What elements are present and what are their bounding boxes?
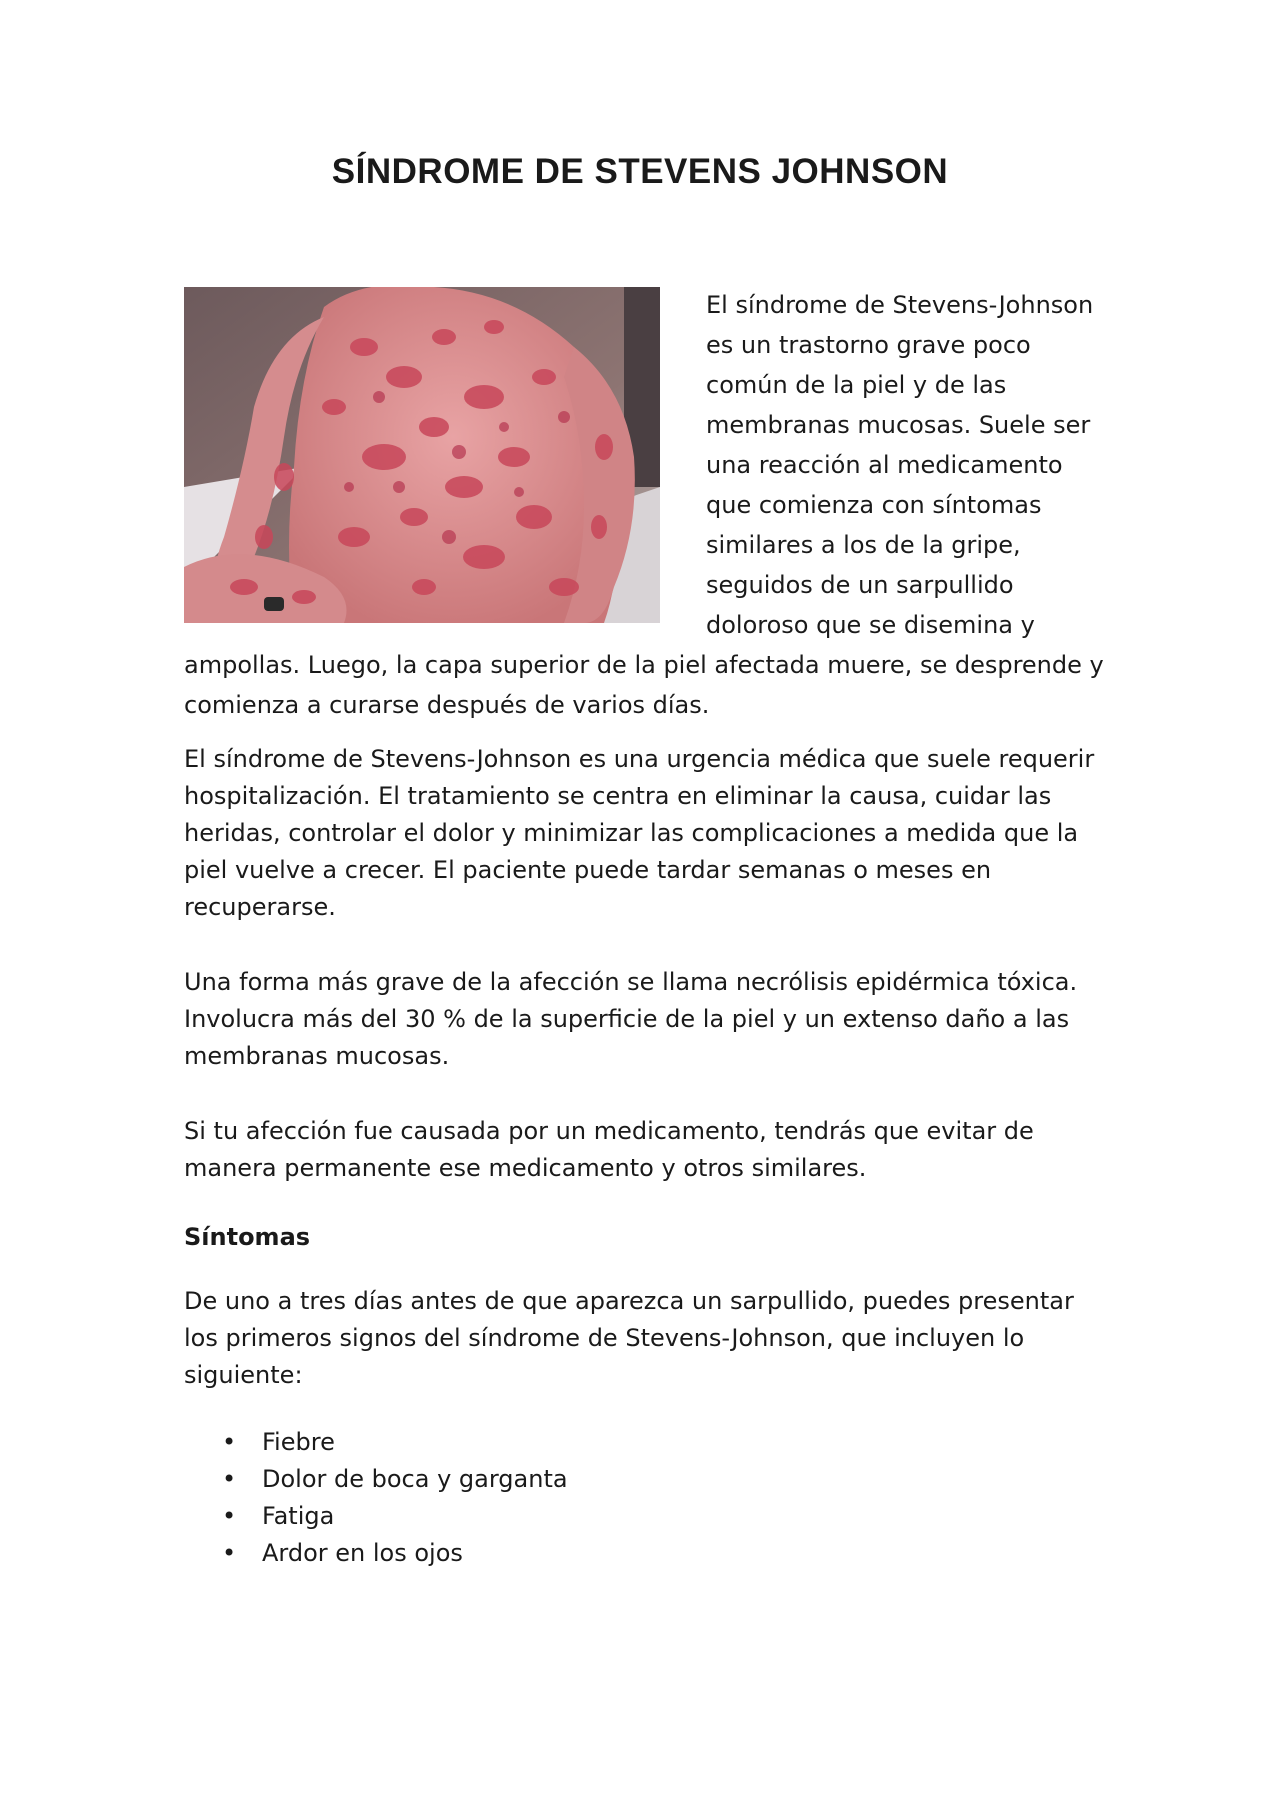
- list-item: [184, 1424, 1104, 1461]
- paragraph-medication-text: Si tu afección fue causada por un medicamento, tendrás que evitar de manera permanente ese medicamento y otros similares.: [184, 1117, 1034, 1182]
- paragraph-urgency: [184, 741, 1104, 926]
- symptom-label: Fiebre: [262, 1428, 335, 1456]
- paragraph-necrolysis-text: Una forma más grave de la afección se llama necrólisis epidérmica tóxica. Involucra más del 30 % de la superficie de la piel y un extenso daño a las membranas mucosas.: [184, 968, 1078, 1070]
- paragraph-medication: [184, 1113, 1104, 1187]
- document-body: [184, 285, 1104, 1572]
- bullet-icon: •: [222, 1428, 237, 1456]
- symptoms-heading: Síntomas: [184, 1223, 311, 1251]
- list-item: [184, 1498, 1104, 1535]
- bullet-icon: •: [222, 1465, 237, 1493]
- document-title: SÍNDROME DE STEVENS JOHNSON: [331, 152, 949, 191]
- paragraph-necrolysis: [184, 964, 1104, 1075]
- symptom-label: Ardor en los ojos: [262, 1539, 463, 1567]
- intro-paragraph: El síndrome de Stevens-Johnson es un trastorno grave poco común de la piel y de las membranas mucosas. Suele ser una reacción al medicamento que comienza con síntomas similares a los de la gripe, seguidos de un sarpullido doloroso que se disemina y ampollas. Luego, la capa superior de la piel afectada muere, se desprende y comienza a curarse después de varios días.: [184, 291, 1104, 719]
- symptoms-intro: [184, 1283, 1104, 1394]
- symptoms-list: [184, 1424, 1104, 1572]
- rash-photo: [184, 287, 660, 623]
- bullet-icon: •: [222, 1539, 237, 1567]
- symptoms-intro-text: De uno a tres días antes de que aparezca un sarpullido, puedes presentar los primeros signos del síndrome de Stevens-Johnson, que incluyen lo siguiente:: [184, 1287, 1074, 1389]
- list-item: [184, 1535, 1104, 1572]
- symptom-label: Fatiga: [262, 1502, 335, 1530]
- bullet-icon: •: [222, 1502, 237, 1530]
- paragraph-urgency-text: El síndrome de Stevens-Johnson es una urgencia médica que suele requerir hospitalización. El tratamiento se centra en eliminar la causa, cuidar las heridas, controlar el dolor y minimizar las complicaciones a medida que la piel vuelve a crecer. El paciente puede tardar semanas o meses en recuperarse.: [184, 745, 1095, 921]
- symptom-label: Dolor de boca y garganta: [262, 1465, 568, 1493]
- list-item: [184, 1461, 1104, 1498]
